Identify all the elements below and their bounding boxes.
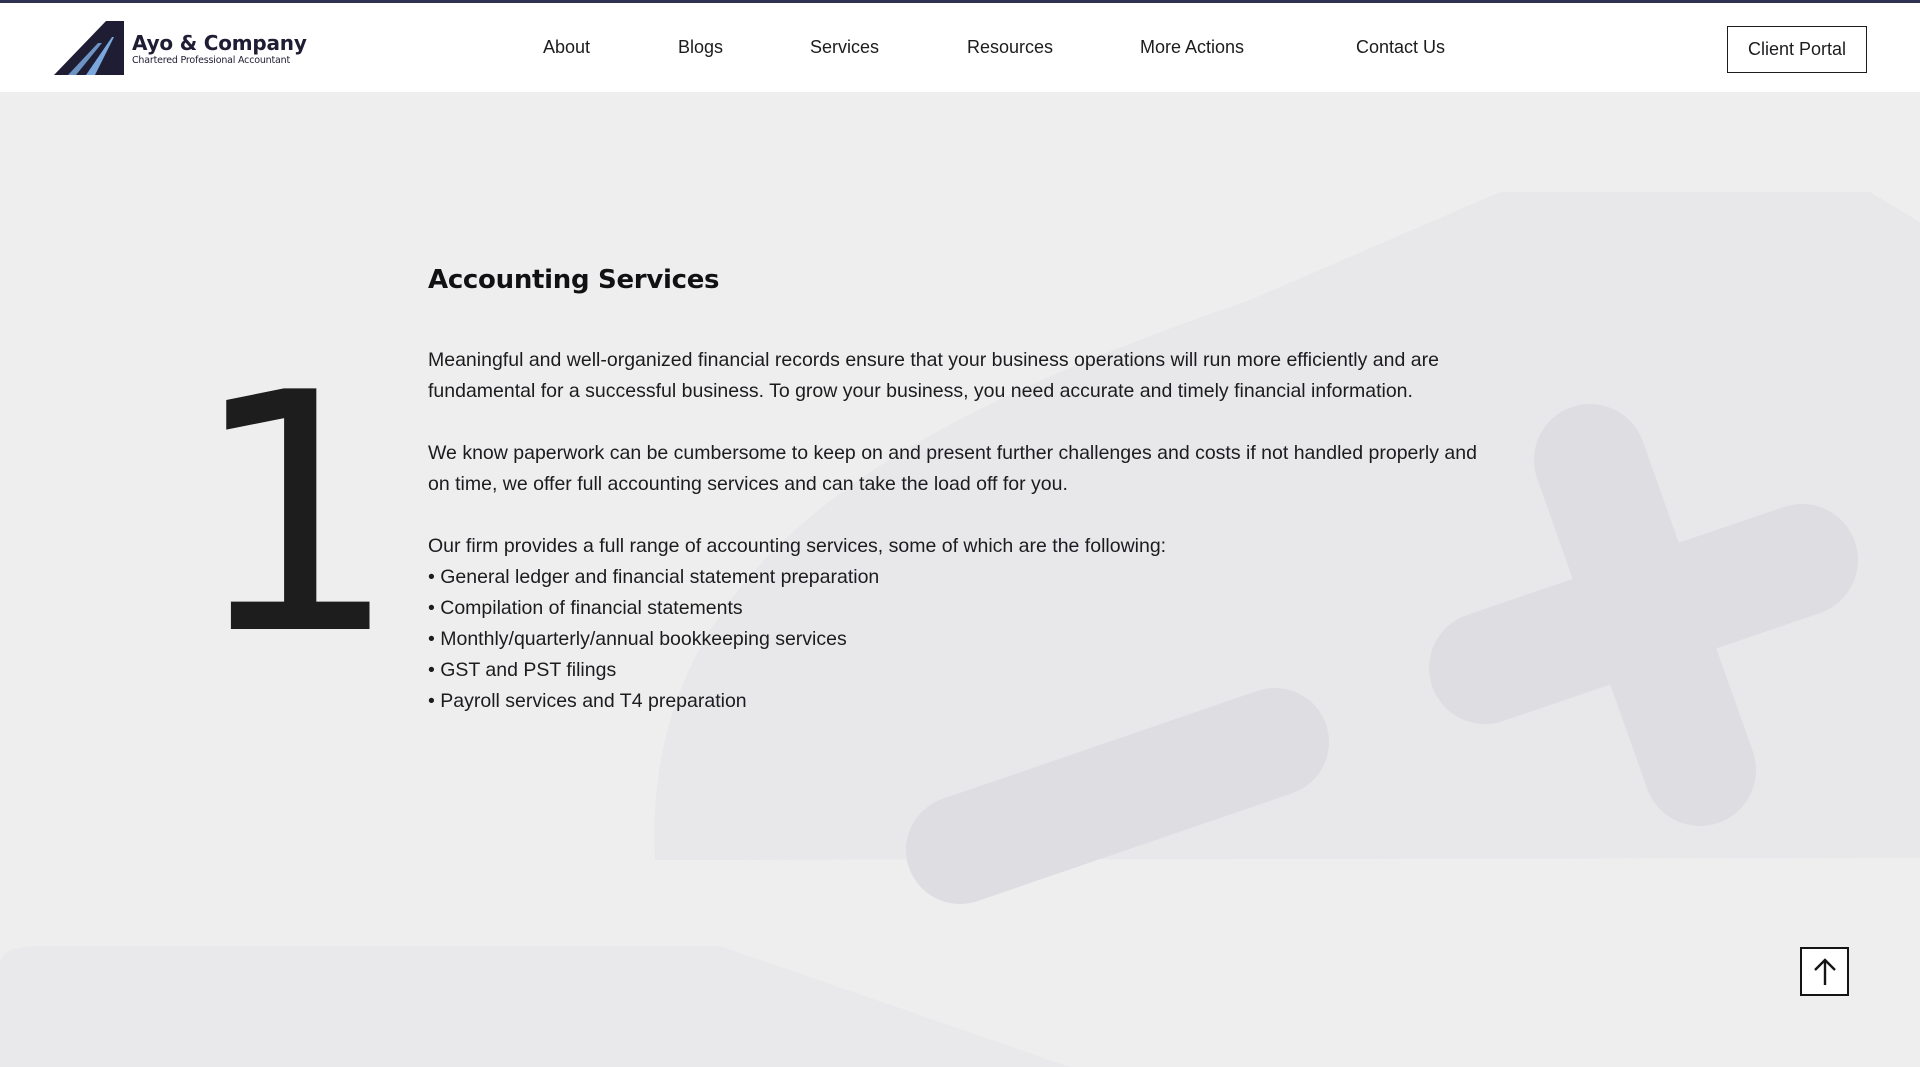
- list-item: • Payroll services and T4 preparation: [428, 686, 1478, 717]
- nav-resources[interactable]: Resources: [967, 37, 1054, 57]
- list-item: • General ledger and financial statement preparation: [428, 562, 1478, 593]
- section-number: 1: [190, 323, 400, 707]
- decor-bottom-shape: [0, 946, 1070, 1067]
- nav-contact-us[interactable]: Contact Us: [1356, 37, 1446, 57]
- brand-name: Ayo & Company: [132, 30, 307, 55]
- nav-blogs[interactable]: Blogs: [678, 37, 724, 57]
- nav-services[interactable]: Services: [810, 37, 880, 57]
- list-item: • Compilation of financial statements: [428, 593, 1478, 624]
- main-nav: [0, 3, 1920, 95]
- scroll-to-top-button[interactable]: [1800, 947, 1849, 996]
- list-intro: Our firm provides a full range of accounting services, some of which are the following:: [428, 535, 1167, 557]
- nav-about[interactable]: About: [543, 37, 591, 57]
- section-paragraph: Meaningful and well-organized financial records ensure that your business operations will run more efficiently and are fundamental for a successful business. To grow your business, you need accurate and timely financial information.: [428, 349, 1439, 402]
- client-portal-button[interactable]: Client Portal: [1727, 26, 1867, 73]
- nav-more-actions[interactable]: More Actions: [1140, 37, 1245, 57]
- arrow-up-icon: [1812, 957, 1838, 987]
- services-list: [428, 562, 1478, 717]
- list-item: • Monthly/quarterly/annual bookkeeping services: [428, 624, 1478, 655]
- site-header: [0, 0, 1920, 92]
- brand-tagline: Chartered Professional Accountant: [132, 54, 290, 66]
- section-title: Accounting Services: [428, 265, 720, 295]
- section-content: [428, 345, 1478, 717]
- section-paragraph: We know paperwork can be cumbersome to keep on and present further challenges and costs if not handled properly and on time, we offer full accounting services and can take the load off for you.: [428, 442, 1477, 495]
- list-item: • GST and PST filings: [428, 655, 1478, 686]
